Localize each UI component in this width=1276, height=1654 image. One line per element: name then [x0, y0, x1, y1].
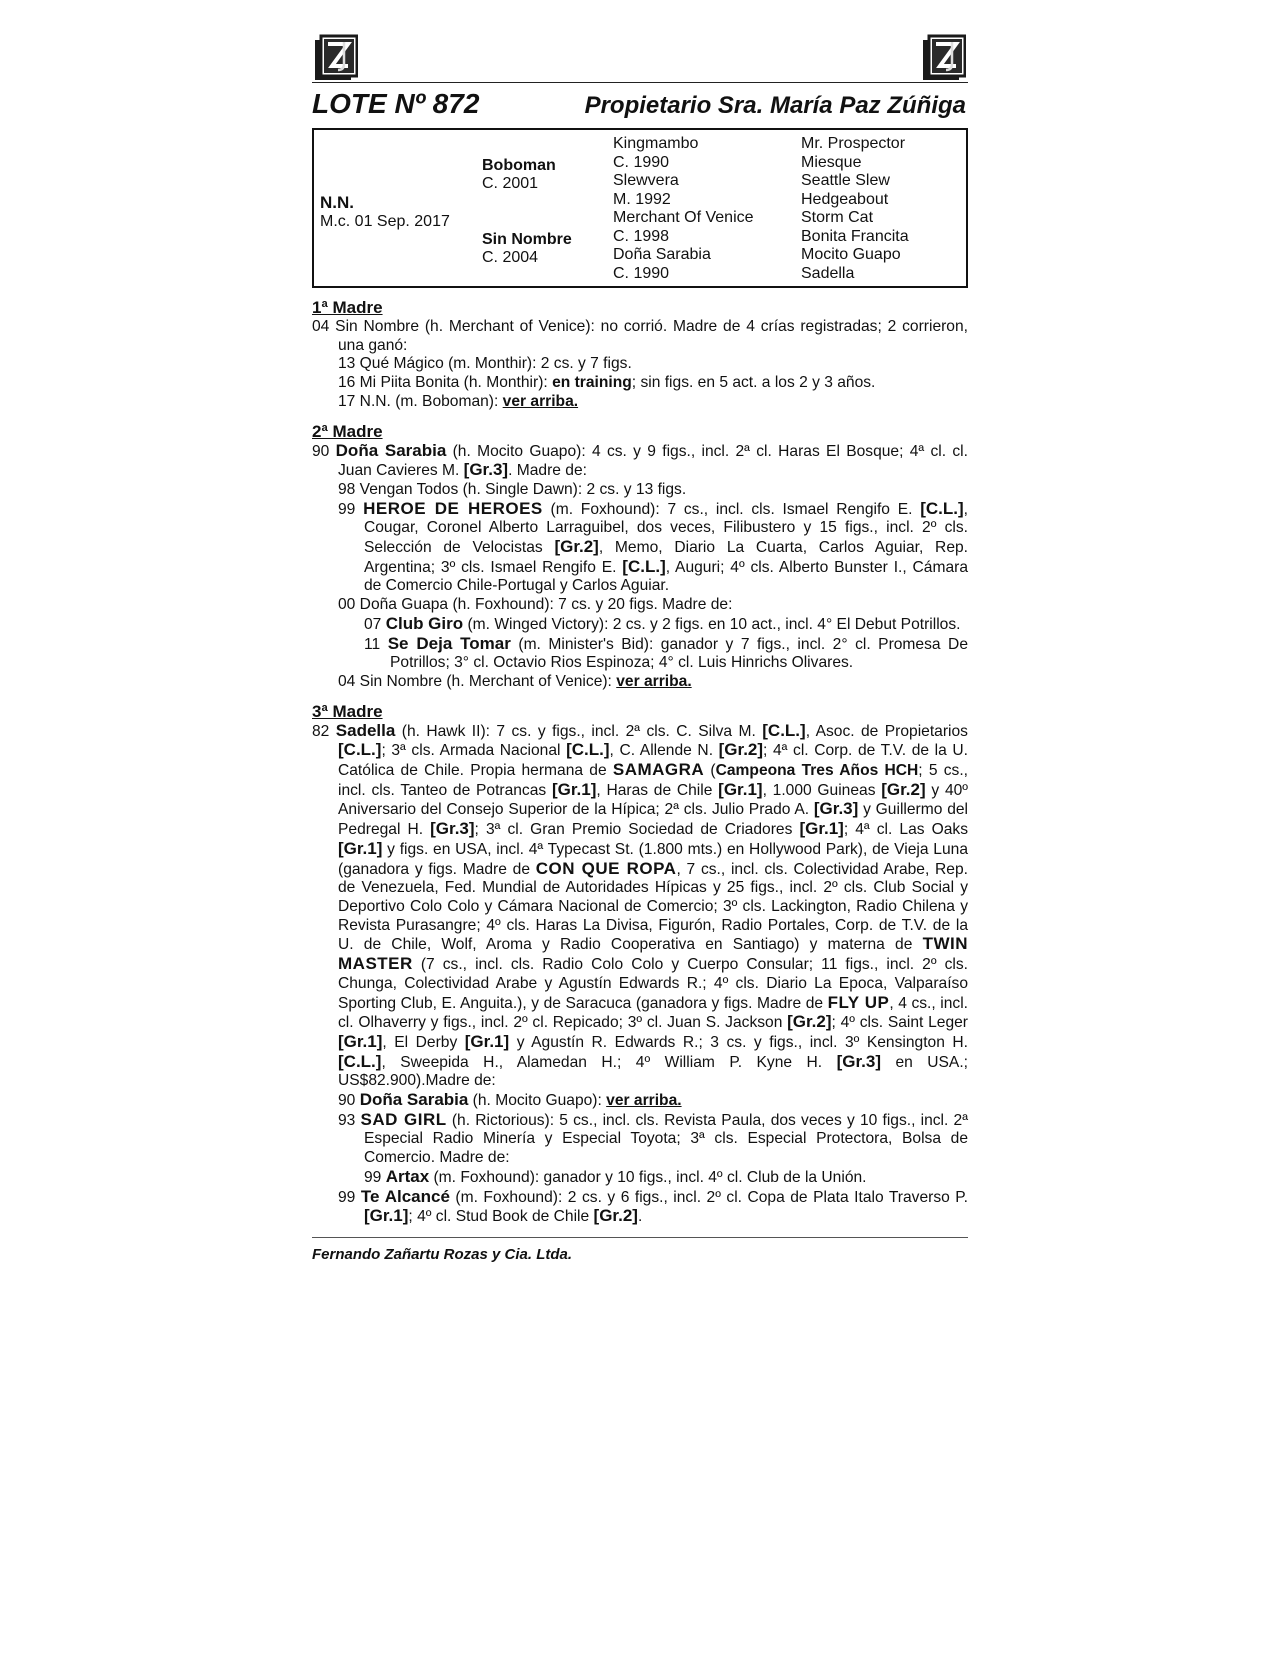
- sire-dam-info: M. 1992: [613, 191, 671, 208]
- sire-sire-name: Kingmambo: [613, 135, 699, 152]
- sire-dam-name: Slewvera: [613, 172, 679, 189]
- produce-entry: 04 Sin Nombre (h. Merchant of Venice): ver arriba.: [338, 672, 692, 690]
- footer-rule: [312, 1237, 968, 1238]
- dam-dam-name: Doña Sarabia: [613, 246, 711, 263]
- ancestor-2: Miesque: [801, 154, 862, 171]
- ancestor-3: Seattle Slew: [801, 172, 890, 189]
- see-above-link: ver arriba.: [606, 1092, 682, 1110]
- produce-entry: 13 Qué Mágico (m. Monthir): 2 cs. y 7 figs.: [338, 355, 632, 373]
- sire-name: Boboman: [482, 157, 556, 174]
- produce-entry: 11 Se Deja Tomar (m. Minister's Bid): ganador y 7 figs., incl. 2° cl. Promesa De Potrillos; 3° cl. Octavio Rios Espinoza; 4° cl. Luis Hinrichs Olivares.: [364, 633, 968, 672]
- see-above-link: ver arriba.: [616, 672, 692, 690]
- second-dam-heading: 2ª Madre: [312, 421, 383, 441]
- produce-entry: 90 Doña Sarabia (h. Mocito Guapo): ver arriba.: [338, 1090, 682, 1110]
- dam-sire-info: C. 1998: [613, 228, 670, 245]
- produce-entry: 98 Vengan Todos (h. Single Dawn): 2 cs. y 13 figs.: [338, 480, 687, 498]
- footer-company: Fernando Zañartu Rozas y Cia. Ltda.: [312, 1245, 573, 1263]
- ancestor-1: Mr. Prospector: [801, 135, 906, 152]
- ancestor-4: Hedgeabout: [801, 191, 889, 208]
- zj-logo-icon: [314, 34, 358, 82]
- sire-sire-info: C. 1990: [613, 154, 670, 171]
- produce-entry: 07 Club Giro (m. Winged Victory): 2 cs. y 2 figs. en 10 act., incl. 4° El Debut Potrillos.: [364, 613, 961, 633]
- pedigree-table: [312, 128, 968, 288]
- first-dam-heading: 1ª Madre: [312, 298, 383, 317]
- produce-entry: 17 N.N. (m. Boboman): ver arriba.: [338, 392, 579, 410]
- produce-entry: 99 Te Alcancé (m. Foxhound): 2 cs. y 6 figs., incl. 2º cl. Copa de Plata Italo Traverso P. [Gr.1]; 4º cl. Stud Book de Chile [Gr.2].: [338, 1186, 969, 1226]
- horse-info: M.c. 01 Sep. 2017: [320, 213, 450, 230]
- title-row: [312, 88, 968, 128]
- ancestor-7: Mocito Guapo: [801, 246, 901, 263]
- sire-info: C. 2001: [482, 175, 539, 192]
- lot-title: LOTE Nº 872: [312, 88, 480, 119]
- third-dam-heading: 3ª Madre: [312, 701, 383, 721]
- horse-name: N.N.: [320, 193, 354, 212]
- ancestor-8: Sadella: [801, 265, 855, 282]
- produce-entry: 99 Artax (m. Foxhound): ganador y 10 figs., incl. 4º cl. Club de la Unión.: [364, 1166, 867, 1186]
- see-above-link: ver arriba.: [502, 392, 579, 410]
- dam-dam-info: C. 1990: [613, 265, 670, 282]
- header-logos: [312, 30, 968, 84]
- produce-entry: 16 Mi Piita Bonita (h. Monthir): en training; sin figs. en 5 act. a los 2 y 3 años.: [338, 374, 876, 392]
- dam-name: Sin Nombre: [482, 231, 572, 248]
- dam-info: C. 2004: [482, 249, 539, 266]
- dam-sire-name: Merchant Of Venice: [613, 209, 754, 226]
- produce-entry: 99 HEROE DE HEROES (m. Foxhound): 7 cs., incl. cls. Ismael Rengifo E. [C.L.], Cougar, Coronel Alberto Larraguibel, dos veces, Filibustero y 15 figs., incl. 2º cls. Selección de Velocistas [Gr.2], Memo, Diario La Cuarta, Carlos Aguiar, Rep. Argentina; 3º cls. Ismael Rengifo E. [C.L.], Auguri; 4º cls. Alberto Bunster I., Cámara de Comercio Chile-Portugal y Carlos Aguiar.: [338, 498, 969, 595]
- zj-logo-icon: [922, 34, 966, 82]
- catalog-page: [312, 30, 968, 1263]
- ancestor-5: Storm Cat: [801, 209, 874, 226]
- header-rule: [312, 82, 968, 83]
- produce-entry: 00 Doña Guapa (h. Foxhound): 7 cs. y 20 figs. Madre de:: [338, 596, 733, 614]
- third-dam-entry: 82 Sadella (h. Hawk II): 7 cs. y figs., incl. 2ª cls. C. Silva M. [C.L.], Asoc. de Propietarios [C.L.]; 3ª cls. Armada Nacional [C.L.], C. Allende N. [Gr.2]; 4ª cl. Corp. de T.V. de la U. Católica de Chile. Propia hermana de SAMAGRA (Campeona Tres Años HCH; 5 cs., incl. cls. Tanteo de Potrancas [Gr.1], Haras de Chile [Gr.1], 1.000 Guineas [Gr.2] y 40º Aniversario del Consejo Superior de la Hípica; 2ª cls. Julio Prado A. [Gr.3] y Guillermo del Pedregal H. [Gr.3]; 3ª cl. Gran Premio Sociedad de Criadores [Gr.1]; 4ª cl. Las Oaks [Gr.1] y figs. en USA, incl. 4ª Typecast St. (1.800 mts.) en Hollywood Park), de Vieja Luna (ganadora y figs. Madre de CON QUE ROPA, 7 cs., incl. cls. Colectividad Arabe, Rep. de Venezuela, Fed. Mundial de Autoridades Hípicas y 25 figs., incl. 2º cls. Club Social y Deportivo Colo Colo y Cámara Nacional de Comercio; 3º cls. Lackington, Radio Chilena y Revista Purasangre; 4º cls. Haras La Divisa, Figurón, Radio Portales, Corp. de T.V. de la U. de Chile, Wolf, Aroma y Radio Cooperativa en Santiago) y materna de TWIN MASTER (7 cs., incl. cls. Radio Colo Colo y Cuerpo Consular; 11 figs., incl. 2º cls. Chunga, Colectividad Arabe y Agustín Edwards R.; 4º cls. Diario La Epoca, Valparaíso Sporting Club, E. Anguita.), y de Saracuca (ganadora y figs. Madre de FLY UP, 4 cs., incl. cl. Olhaverry y figs., incl. 2º cl. Repicado; 3º cl. Juan S. Jackson [Gr.2]; 4º cls. Saint Leger [Gr.1], El Derby [Gr.1] y Agustín R. Edwards R.; 3 cs. y figs., incl. 3º Kensington H. [C.L.], Sweepida H., Alamedan H.; 4º William P. Kyne H. [Gr.3] en USA.; US$82.900).Madre de:: [312, 720, 969, 1090]
- produce-entry: 93 SAD GIRL (h. Rictorious): 5 cs., incl. cls. Revista Paula, dos veces y 10 figs., incl. 2ª Especial Radio Minería y Especial Toyota; 3ª cls. Especial Protectora, Bolsa de Comercio. Madre de:: [338, 1109, 968, 1167]
- ancestor-6: Bonita Francita: [801, 228, 909, 245]
- second-dam-entry: 90 Doña Sarabia (h. Mocito Guapo): 4 cs. y 9 figs., incl. 2ª cl. Haras El Bosque; 4ª cl. cl. Juan Cavieres M. [Gr.3]. Madre de:: [312, 440, 968, 480]
- owner-title: Propietario Sra. María Paz Zúñiga: [584, 92, 966, 119]
- family-notes: [312, 298, 968, 1227]
- first-dam-entry: 04 Sin Nombre (h. Merchant of Venice): no corrió. Madre de 4 crías registradas; 2 corrieron, una ganó:: [312, 318, 968, 354]
